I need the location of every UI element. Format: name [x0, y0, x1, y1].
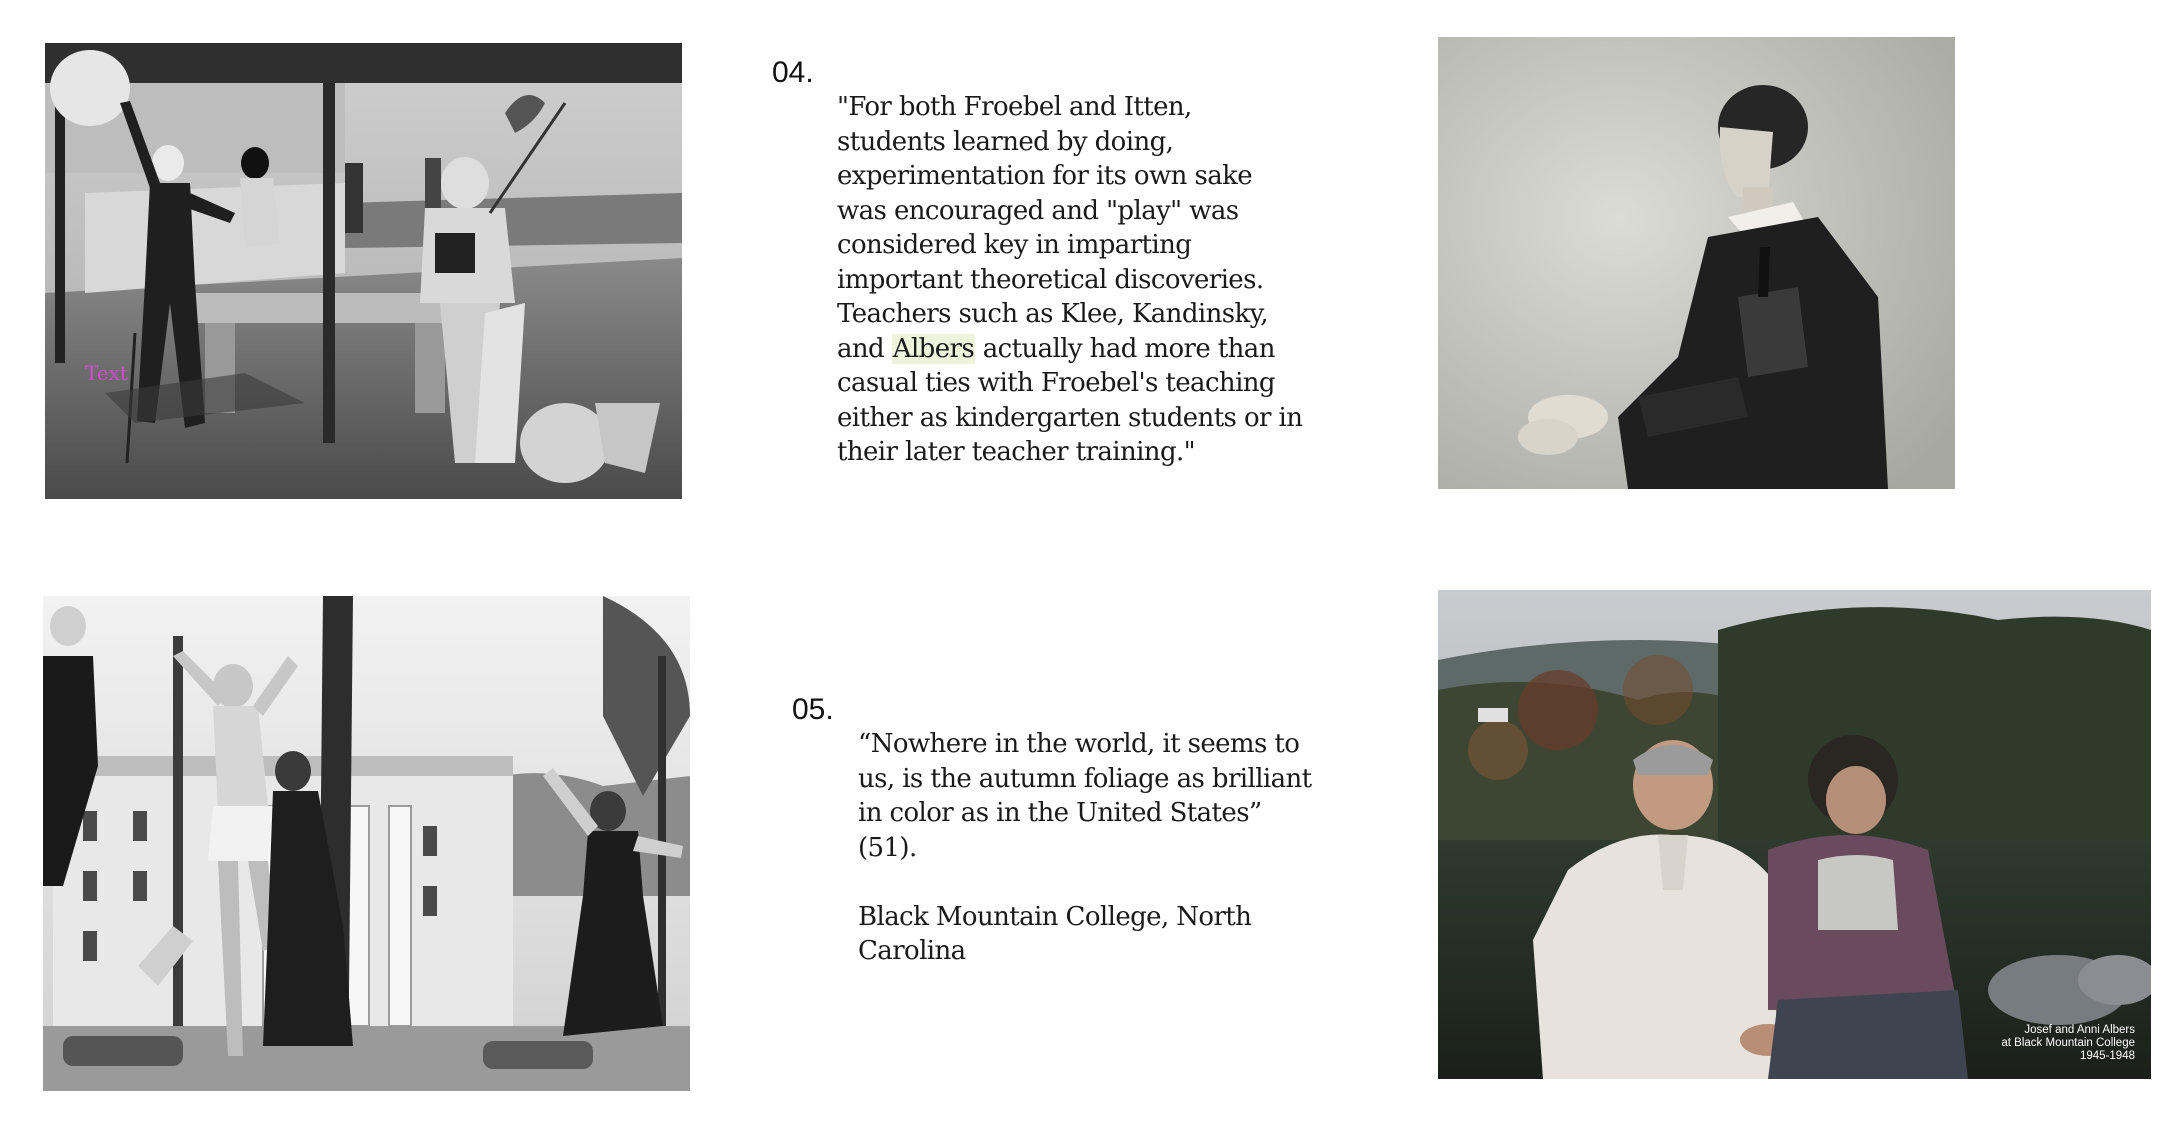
text-overlay-label: Text [85, 361, 128, 385]
blank-line [858, 865, 1312, 900]
quote-block-05 [858, 727, 1312, 969]
quote-line: casual ties with Froebel's teaching [837, 368, 1275, 398]
quote-fragment: actually had more than [975, 333, 1275, 364]
quote-line: in color as in the United States” [858, 798, 1262, 828]
quote-line: considered key in imparting [837, 230, 1192, 260]
quote-line: their later teacher training." [837, 437, 1196, 467]
caption-line: Josef and Anni Albers [2024, 1024, 2135, 1036]
location-line: Black Mountain College, North [858, 901, 1252, 932]
quote-fragment: and [837, 333, 892, 364]
quote-line: "For both Froebel and Itten, [837, 92, 1192, 122]
quote-line: either as kindergarten students or in [837, 402, 1303, 433]
seated-woman-portrait-photo [1438, 37, 1955, 489]
quote-block-04 [837, 90, 1302, 470]
highlighted-word-albers: Albers [892, 333, 975, 364]
quote-line: was encouraged and "play" was [837, 195, 1239, 226]
quote-line: (51). [858, 832, 917, 863]
quote-line: “Nowhere in the world, it seems to [858, 729, 1300, 759]
quote-line: us, is the autumn foliage as brilliant [858, 763, 1312, 794]
caption-line: at Black Mountain College [2001, 1037, 2135, 1049]
section-number-05: 05. [792, 693, 834, 726]
quote-line: important theoretical discoveries. [837, 264, 1264, 295]
section-number-04: 04. [772, 56, 814, 89]
quote-line: students learned by doing, [837, 126, 1174, 157]
dancers-outdoors-photo [43, 596, 690, 1091]
location-line: Carolina [858, 936, 966, 966]
quote-line: Teachers such as Klee, Kandinsky, [837, 299, 1268, 329]
quote-line: experimentation for its own sake [837, 161, 1253, 191]
quote-line-highlighted [837, 332, 1302, 367]
triadic-ballet-photo [45, 43, 682, 499]
photo-caption [2001, 1024, 2135, 1063]
caption-line: 1945-1948 [2080, 1050, 2135, 1062]
josef-and-anni-albers-photo [1438, 590, 2151, 1079]
